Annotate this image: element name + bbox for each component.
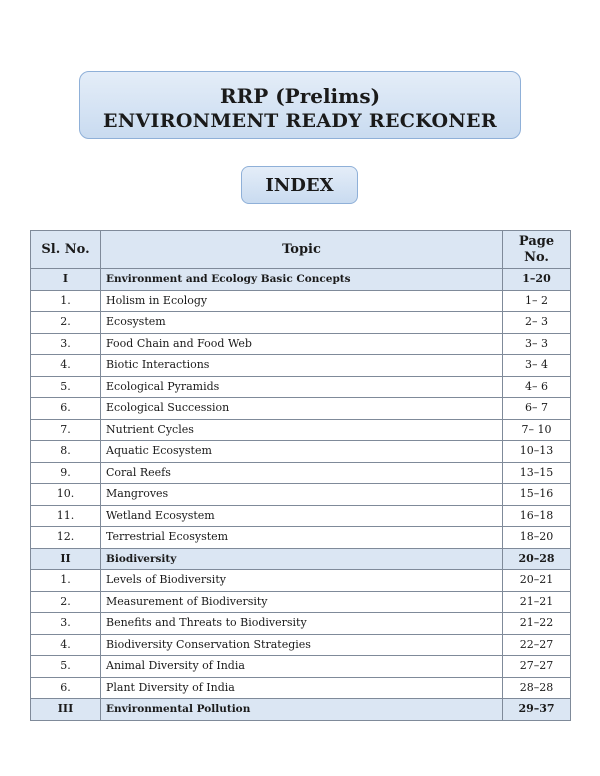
page-range-cell: 20–28 xyxy=(503,548,571,570)
sl-no-cell: 11. xyxy=(31,505,101,527)
sl-no-cell: 2. xyxy=(31,591,101,613)
topic-cell: Ecological Succession xyxy=(101,398,503,420)
table-row xyxy=(31,570,571,592)
table-row xyxy=(31,355,571,377)
table-body xyxy=(31,269,571,721)
table-row xyxy=(31,656,571,678)
table-row xyxy=(31,591,571,613)
table-row xyxy=(31,376,571,398)
section-row xyxy=(31,269,571,291)
topic-cell: Environment and Ecology Basic Concepts xyxy=(101,269,503,291)
topic-cell: Wetland Ecosystem xyxy=(101,505,503,527)
sl-no-cell: 1. xyxy=(31,570,101,592)
sl-no-cell: III xyxy=(31,699,101,721)
page-range-cell: 10–13 xyxy=(503,441,571,463)
page-range-cell: 29–37 xyxy=(503,699,571,721)
table-row xyxy=(31,484,571,506)
topic-cell: Animal Diversity of India xyxy=(101,656,503,678)
topic-cell: Levels of Biodiversity xyxy=(101,570,503,592)
section-row xyxy=(31,699,571,721)
page-range-cell: 4– 6 xyxy=(503,376,571,398)
page-range-cell: 22–27 xyxy=(503,634,571,656)
topic-cell: Terrestrial Ecosystem xyxy=(101,527,503,549)
sl-no-cell: 6. xyxy=(31,398,101,420)
table-row xyxy=(31,462,571,484)
topic-cell: Plant Diversity of India xyxy=(101,677,503,699)
topic-cell: Ecosystem xyxy=(101,312,503,334)
table-row xyxy=(31,290,571,312)
table-header-row xyxy=(31,231,571,269)
topic-cell: Biodiversity Conservation Strategies xyxy=(101,634,503,656)
table-row xyxy=(31,613,571,635)
section-row xyxy=(31,548,571,570)
column-header-topic: Topic xyxy=(101,231,503,269)
sl-no-cell: II xyxy=(31,548,101,570)
table-row xyxy=(31,505,571,527)
topic-cell: Aquatic Ecosystem xyxy=(101,441,503,463)
page-range-cell: 27–27 xyxy=(503,656,571,678)
topic-cell: Environmental Pollution xyxy=(101,699,503,721)
document-title: RRP (Prelims) xyxy=(219,84,381,108)
page-range-cell: 28–28 xyxy=(503,677,571,699)
topic-cell: Nutrient Cycles xyxy=(101,419,503,441)
column-header-sl-no: Sl. No. xyxy=(31,231,101,269)
page-range-cell: 21–21 xyxy=(503,591,571,613)
table-row xyxy=(31,441,571,463)
sl-no-cell: 4. xyxy=(31,355,101,377)
table-row xyxy=(31,677,571,699)
topic-cell: Ecological Pyramids xyxy=(101,376,503,398)
column-header-page-no-label: Page No. xyxy=(518,233,555,265)
title-box xyxy=(79,71,521,139)
page-range-cell: 20–21 xyxy=(503,570,571,592)
table-row xyxy=(31,634,571,656)
sl-no-cell: 3. xyxy=(31,613,101,635)
sl-no-cell: I xyxy=(31,269,101,291)
index-table xyxy=(30,230,571,721)
topic-cell: Biotic Interactions xyxy=(101,355,503,377)
topic-cell: Biodiversity xyxy=(101,548,503,570)
document-subtitle: ENVIRONMENT READY RECKONER xyxy=(103,110,497,132)
page-range-cell: 18–20 xyxy=(503,527,571,549)
sl-no-cell: 2. xyxy=(31,312,101,334)
sl-no-cell: 3. xyxy=(31,333,101,355)
topic-cell: Holism in Ecology xyxy=(101,290,503,312)
sl-no-cell: 10. xyxy=(31,484,101,506)
page-range-cell: 21–22 xyxy=(503,613,571,635)
topic-cell: Benefits and Threats to Biodiversity xyxy=(101,613,503,635)
sl-no-cell: 4. xyxy=(31,634,101,656)
topic-cell: Food Chain and Food Web xyxy=(101,333,503,355)
sl-no-cell: 12. xyxy=(31,527,101,549)
sl-no-cell: 8. xyxy=(31,441,101,463)
page-range-cell: 1– 2 xyxy=(503,290,571,312)
index-heading: INDEX xyxy=(241,166,358,204)
sl-no-cell: 6. xyxy=(31,677,101,699)
page-range-cell: 7– 10 xyxy=(503,419,571,441)
sl-no-cell: 5. xyxy=(31,376,101,398)
page-range-cell: 16–18 xyxy=(503,505,571,527)
topic-cell: Coral Reefs xyxy=(101,462,503,484)
sl-no-cell: 1. xyxy=(31,290,101,312)
table-row xyxy=(31,398,571,420)
table-row xyxy=(31,333,571,355)
page-range-cell: 3– 4 xyxy=(503,355,571,377)
page-range-cell: 2– 3 xyxy=(503,312,571,334)
topic-cell: Measurement of Biodiversity xyxy=(101,591,503,613)
topic-cell: Mangroves xyxy=(101,484,503,506)
column-header-page-no xyxy=(503,231,571,269)
page-range-cell: 6– 7 xyxy=(503,398,571,420)
page-range-cell: 15–16 xyxy=(503,484,571,506)
sl-no-cell: 7. xyxy=(31,419,101,441)
table-row xyxy=(31,527,571,549)
page-range-cell: 1–20 xyxy=(503,269,571,291)
table-row xyxy=(31,419,571,441)
sl-no-cell: 9. xyxy=(31,462,101,484)
sl-no-cell: 5. xyxy=(31,656,101,678)
page-range-cell: 3– 3 xyxy=(503,333,571,355)
table-row xyxy=(31,312,571,334)
page-range-cell: 13–15 xyxy=(503,462,571,484)
